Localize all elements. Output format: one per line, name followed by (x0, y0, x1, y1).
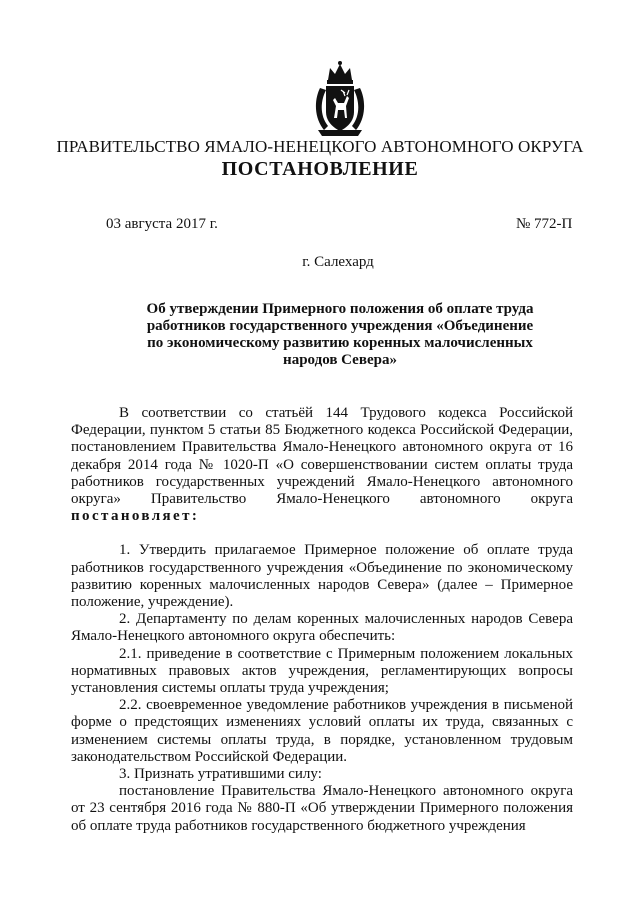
preamble-paragraph (71, 405, 573, 525)
clause-2-2: 2.2. своевременное уведомление работников учреждения в письменой форме о предстоящих изменениях условий оплаты их труда, связанных с изменением системы оплаты труда, в порядке, установленном трудовым законодательством Российской Федерации. (71, 697, 573, 765)
heading-line: по экономическому развитию коренных малочисленных (147, 335, 533, 351)
document-type: ПОСТАНОВЛЕНИЕ (221, 158, 419, 180)
document-date: 03 августа 2017 г. (106, 216, 218, 232)
heading-line: Об утверждении Примерного положения об оплате труда (146, 301, 534, 317)
coat-of-arms-icon (310, 60, 370, 138)
document-body (71, 405, 573, 835)
clause-2-1: 2.1. приведение в соответствие с Примерным положением локальных нормативных правовых актов учреждения, регламентирующих вопросы установления системы оплаты труда учреждения; (71, 645, 573, 697)
decides-word: постановляет: (71, 508, 200, 525)
paragraph-gap (71, 525, 573, 542)
heading-line: работников государственного учреждения «Объединение (146, 318, 534, 334)
preamble-text: В соответствии со статьёй 144 Трудового кодекса Российской Федерации, пунктом 5 статьи 85 Бюджетного кодекса Российской Федерации, постановлением Правительства Ямало-Ненецкого автономного округа от 16 декабря 2014 года № 1020-П «О совершенствовании систем оплаты труда работников государственных учреждений Ямало-Ненецкого автономного округа» Правительство Ямало-Ненецкого автономного округа (71, 405, 573, 508)
clause-3: 3. Признать утратившими силу: (119, 766, 322, 783)
document-heading (120, 301, 560, 369)
document-number: № 772-П (516, 216, 573, 232)
government-name: ПРАВИТЕЛЬСТВО ЯМАЛО-НЕНЕЦКОГО АВТОНОМНОГО ОКРУГА (56, 137, 584, 156)
clause-1: 1. Утвердить прилагаемое Примерное положение об оплате труда работников государственного учреждения «Объединение по экономическому развитию коренных малочисленных народов Севера» (далее – Примерное положение, учреждение). (71, 542, 573, 611)
document-city: г. Салехард (302, 254, 374, 270)
clause-3-item: постановление Правительства Ямало-Ненецкого автономного округа от 23 сентября 2016 года № 880-П «Об утверждении Примерного положения об оплате труда работников государственного бюджетного учреждения (71, 783, 573, 834)
clause-2: 2. Департаменту по делам коренных малочисленных народов Севера Ямало-Ненецкого автономного округа обеспечить: (71, 611, 573, 645)
heading-line: народов Севера» (283, 352, 397, 368)
